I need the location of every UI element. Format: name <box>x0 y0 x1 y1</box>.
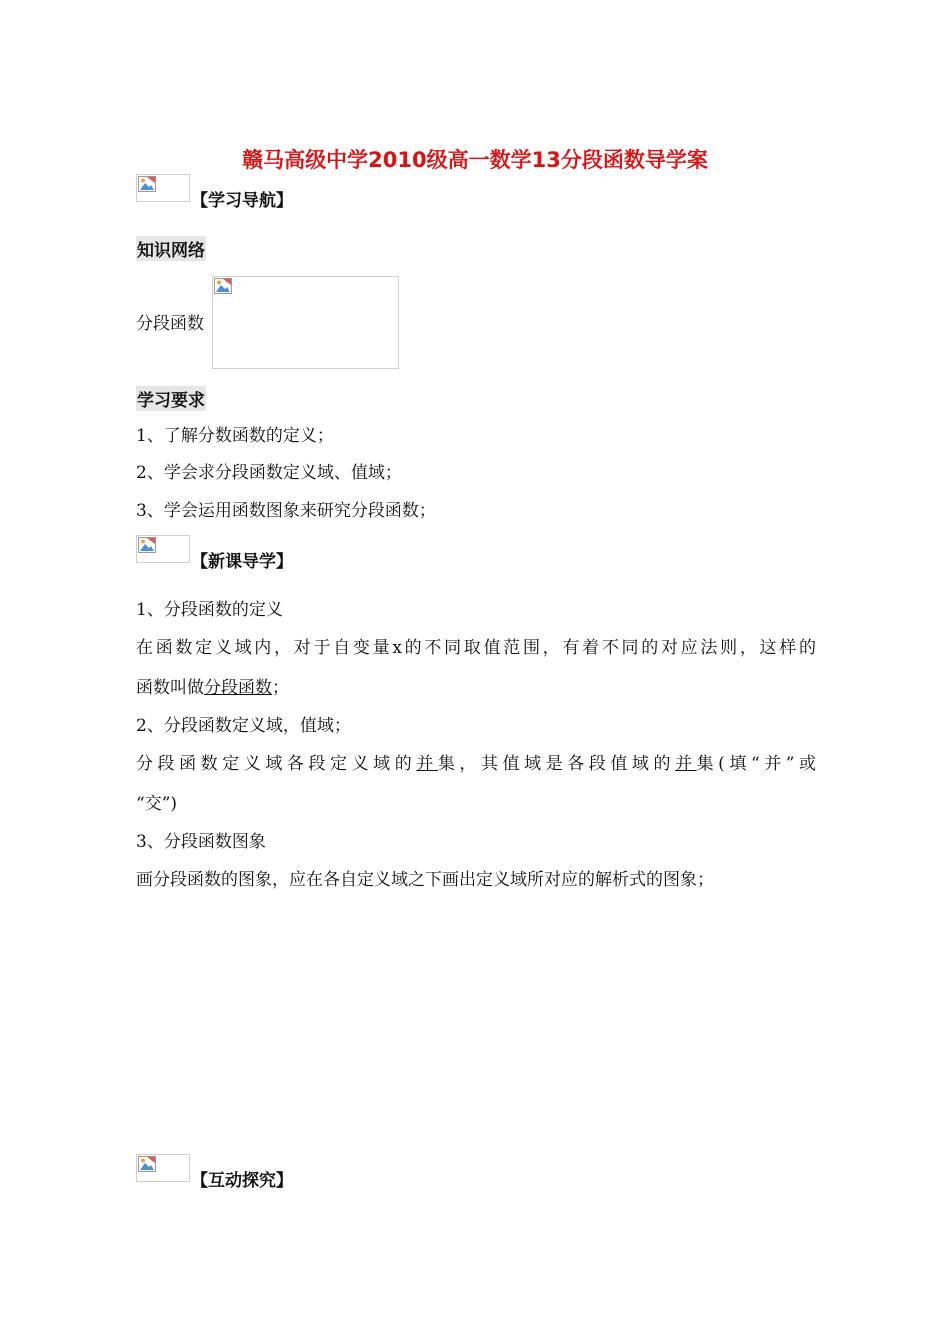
text: ； <box>272 678 289 698</box>
broken-image-icon <box>214 278 232 294</box>
lesson-p2-line1 <box>136 752 816 776</box>
broken-image-icon <box>138 1156 156 1172</box>
underlined-answer: 并 <box>416 754 438 774</box>
text: 分段函数定义域各段定义域的 <box>136 754 417 774</box>
lesson-p3-body: 画分段函数的图象，应在各自定义域之下画出定义域所对应的解析式的图象； <box>136 870 714 890</box>
lesson-p1-title: 1、分段函数的定义 <box>136 600 283 620</box>
lesson-p2-line2: “交”) <box>136 794 178 814</box>
requirement-item: 1、了解分数函数的定义； <box>136 426 334 446</box>
requirement-item: 2、学会求分段函数定义域、值域； <box>136 463 402 483</box>
broken-image-placeholder <box>136 174 190 202</box>
text: 集(填“并”或 <box>696 754 817 774</box>
lesson-p1-line1: 在函数定义域内，对于自变量x的不同取值范围，有着不同的对应法则，这样的 <box>136 638 816 658</box>
section-explore: 【互动探究】 <box>191 1171 293 1191</box>
section-nav: 【学习导航】 <box>191 191 293 211</box>
underlined-answer: 并 <box>675 754 697 774</box>
broken-image-placeholder <box>136 1154 190 1182</box>
lesson-p2-title: 2、分段函数定义域，值域； <box>136 716 351 736</box>
requirement-item: 3、学会运用函数图象来研究分段函数； <box>136 501 436 521</box>
underlined-answer: 分段函数 <box>204 678 272 698</box>
broken-image-icon <box>138 537 156 553</box>
lesson-p1-line2 <box>136 676 289 700</box>
broken-image-placeholder <box>136 535 190 563</box>
knowledge-label: 分段函数 <box>136 314 204 334</box>
broken-image-icon <box>138 176 156 192</box>
section-new: 【新课导学】 <box>191 552 293 572</box>
knowledge-network-image <box>212 276 399 369</box>
knowledge-heading: 知识网络 <box>136 236 206 261</box>
text: 函数叫做 <box>136 678 204 698</box>
lesson-p3-title: 3、分段函数图象 <box>136 832 266 852</box>
requirements-heading: 学习要求 <box>136 386 206 411</box>
page-title: 赣马高级中学2010级高一数学13分段函数导学案 <box>242 148 708 172</box>
text: 集，其值域是各段值域的 <box>437 754 676 774</box>
